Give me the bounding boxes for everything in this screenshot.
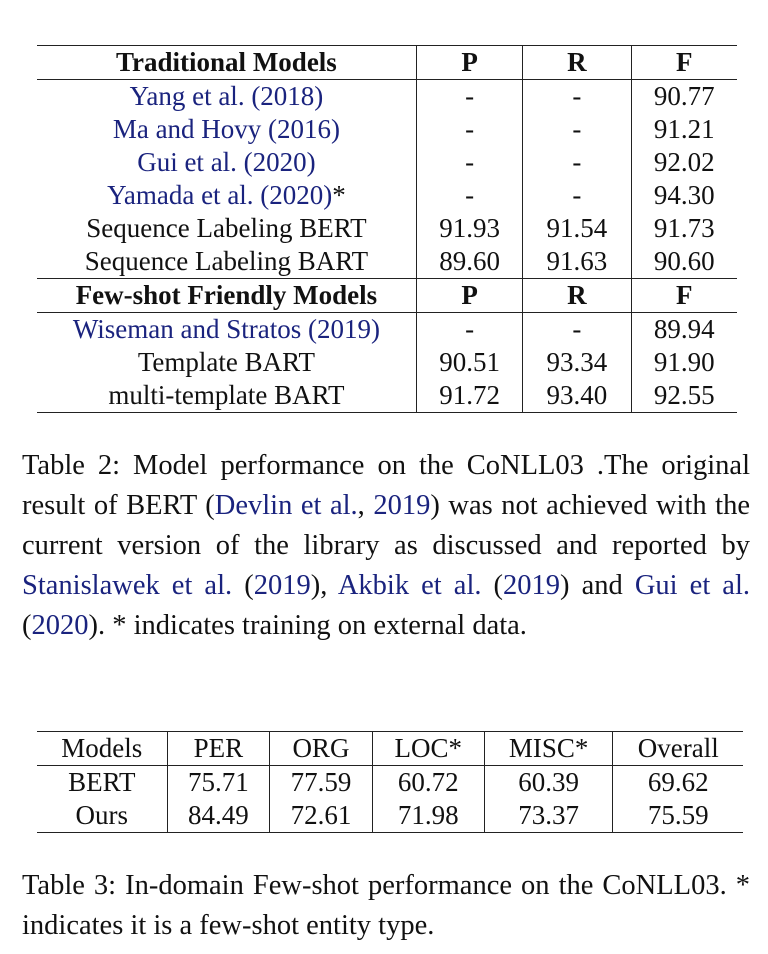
model-name-cell: BERT bbox=[37, 766, 167, 800]
header-f1: F bbox=[631, 46, 737, 80]
citation-yang-2018[interactable]: Yang et al. (2018) bbox=[129, 81, 324, 111]
caption-text: ( bbox=[481, 570, 504, 601]
precision-cell: - bbox=[416, 146, 522, 179]
recall-cell: 93.34 bbox=[523, 346, 631, 379]
recall-cell: 91.54 bbox=[523, 212, 631, 245]
caption-text: ( bbox=[22, 610, 32, 641]
precision-cell: 91.72 bbox=[416, 379, 522, 413]
table-row bbox=[37, 346, 737, 379]
loc-cell: 60.72 bbox=[372, 766, 484, 800]
table-row bbox=[37, 80, 737, 114]
header-precision: P bbox=[416, 46, 522, 80]
table-row bbox=[37, 113, 737, 146]
header-per: PER bbox=[167, 732, 270, 766]
table-row bbox=[37, 212, 737, 245]
external-data-marker: * bbox=[332, 180, 346, 210]
citation-gui[interactable]: Gui et al. bbox=[634, 570, 750, 601]
table-row bbox=[37, 766, 743, 800]
model-name-cell: Sequence Labeling BERT bbox=[86, 213, 367, 243]
recall-cell: - bbox=[523, 113, 631, 146]
table-row bbox=[37, 179, 737, 212]
caption-text: ) was not achieved with the current version of the library as discussed and reported by bbox=[22, 490, 750, 561]
table-row bbox=[37, 379, 737, 413]
f1-cell: 89.94 bbox=[631, 313, 737, 347]
caption-text: ) and bbox=[560, 570, 635, 601]
header-recall: R bbox=[523, 279, 631, 313]
per-cell: 75.71 bbox=[167, 766, 270, 800]
org-cell: 77.59 bbox=[270, 766, 373, 800]
citation-ma-hovy-2016[interactable]: Ma and Hovy (2016) bbox=[112, 114, 341, 144]
loc-cell: 71.98 bbox=[372, 799, 484, 833]
model-name-cell: Sequence Labeling BART bbox=[84, 246, 369, 276]
table-row bbox=[37, 146, 737, 179]
f1-cell: 91.90 bbox=[631, 346, 737, 379]
citation-yamada-2020[interactable]: Yamada et al. (2020) bbox=[107, 180, 333, 210]
table-row bbox=[37, 245, 737, 279]
precision-cell: - bbox=[416, 313, 522, 347]
citation-gui-year[interactable]: 2020 bbox=[31, 610, 89, 641]
table-row bbox=[37, 799, 743, 833]
model-name-cell bbox=[37, 80, 416, 114]
model-name-cell: Ours bbox=[37, 799, 167, 833]
recall-cell: 91.63 bbox=[523, 245, 631, 279]
f1-cell: 90.77 bbox=[631, 80, 737, 114]
org-cell: 72.61 bbox=[270, 799, 373, 833]
table-2 bbox=[37, 45, 737, 413]
model-name-cell bbox=[37, 113, 416, 146]
citation-stanislawek[interactable]: Stanislawek et al. bbox=[22, 570, 233, 601]
table-3-body bbox=[37, 732, 743, 833]
table-3-header bbox=[37, 732, 743, 766]
recall-cell: - bbox=[523, 80, 631, 114]
precision-cell: 90.51 bbox=[416, 346, 522, 379]
model-name-cell bbox=[37, 313, 416, 347]
recall-cell: - bbox=[523, 179, 631, 212]
f1-cell: 91.21 bbox=[631, 113, 737, 146]
precision-cell: 91.93 bbox=[416, 212, 522, 245]
header-few-shot-models: Few-shot Friendly Models bbox=[37, 279, 416, 313]
table-2-caption bbox=[22, 446, 750, 646]
citation-stanislawek-year[interactable]: 2019 bbox=[253, 570, 311, 601]
misc-cell: 73.37 bbox=[484, 799, 613, 833]
precision-cell: - bbox=[416, 179, 522, 212]
recall-cell: - bbox=[523, 313, 631, 347]
caption-text: ), bbox=[310, 570, 338, 601]
overall-cell: 69.62 bbox=[613, 766, 743, 800]
model-name-cell bbox=[37, 179, 416, 212]
header-f1: F bbox=[631, 279, 737, 313]
citation-akbik[interactable]: Akbik et al. bbox=[337, 570, 482, 601]
citation-akbik-year[interactable]: 2019 bbox=[503, 570, 561, 601]
f1-cell: 92.55 bbox=[631, 379, 737, 413]
overall-cell: 75.59 bbox=[613, 799, 743, 833]
model-name-cell: Template BART bbox=[137, 347, 316, 377]
model-name-cell: multi-template BART bbox=[37, 379, 416, 413]
caption-text: Table 2: Model performance on the CoNLL03 .The original result of BERT ( bbox=[22, 450, 750, 521]
f1-cell: 91.73 bbox=[631, 212, 737, 245]
f1-cell: 94.30 bbox=[631, 179, 737, 212]
precision-cell: - bbox=[416, 80, 522, 114]
per-cell: 84.49 bbox=[167, 799, 270, 833]
precision-cell: 89.60 bbox=[416, 245, 522, 279]
table-2-body bbox=[37, 46, 737, 413]
caption-text: ). * indicates training on external data. bbox=[88, 610, 527, 641]
table-3 bbox=[37, 731, 743, 833]
precision-cell: - bbox=[416, 113, 522, 146]
table-3-caption: Table 3: In-domain Few-shot performance on the CoNLL03. * indicates it is a few-shot entity type. bbox=[22, 870, 750, 941]
f1-cell: 90.60 bbox=[631, 245, 737, 279]
model-name-cell bbox=[37, 146, 416, 179]
header-models: Models bbox=[37, 732, 167, 766]
header-org: ORG bbox=[270, 732, 373, 766]
recall-cell: 93.40 bbox=[523, 379, 631, 413]
misc-cell: 60.39 bbox=[484, 766, 613, 800]
caption-text: , bbox=[357, 490, 374, 521]
table-row bbox=[37, 313, 737, 347]
header-overall: Overall bbox=[613, 732, 743, 766]
header-loc: LOC* bbox=[372, 732, 484, 766]
recall-cell: - bbox=[523, 146, 631, 179]
citation-wiseman-stratos-2019[interactable]: Wiseman and Stratos (2019) bbox=[72, 314, 380, 344]
table-2-section1-header bbox=[37, 46, 737, 80]
citation-gui-2020[interactable]: Gui et al. (2020) bbox=[137, 147, 316, 177]
header-misc: MISC* bbox=[484, 732, 613, 766]
citation-devlin[interactable]: Devlin et al. bbox=[214, 490, 358, 521]
caption-text: ( bbox=[232, 570, 254, 601]
header-traditional-models: Traditional Models bbox=[37, 46, 416, 80]
header-precision: P bbox=[416, 279, 522, 313]
table-2-section2-header bbox=[37, 279, 737, 313]
header-recall: R bbox=[523, 46, 631, 80]
f1-cell: 92.02 bbox=[631, 146, 737, 179]
citation-devlin-year[interactable]: 2019 bbox=[373, 490, 431, 521]
